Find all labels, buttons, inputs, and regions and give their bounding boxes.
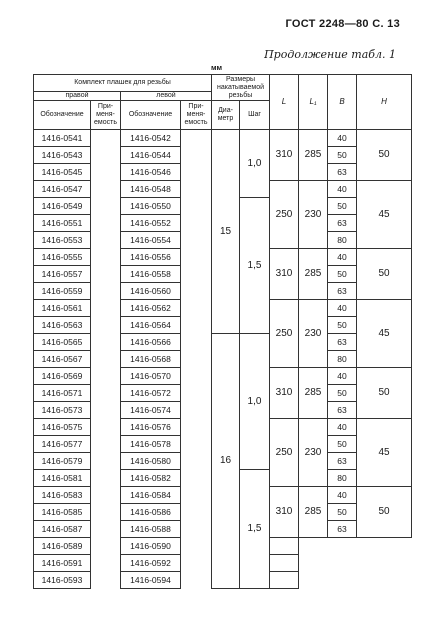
applicability-left-header: При- меня- емость bbox=[181, 101, 212, 130]
right-designation-cell: 1416-0555 bbox=[34, 249, 91, 266]
right-applicability-cell bbox=[91, 164, 121, 181]
diameter-cell: 15 bbox=[212, 130, 240, 334]
right-applicability-cell bbox=[91, 538, 121, 555]
right-applicability-cell bbox=[91, 453, 121, 470]
right-designation-cell: 1416-0545 bbox=[34, 164, 91, 181]
left-applicability-cell bbox=[181, 368, 212, 385]
left-applicability-cell bbox=[181, 181, 212, 198]
right-applicability-cell bbox=[91, 283, 121, 300]
right-designation-cell: 1416-0571 bbox=[34, 385, 91, 402]
left-designation-cell: 1416-0576 bbox=[121, 419, 181, 436]
right-applicability-cell bbox=[91, 232, 121, 249]
L1-value-cell: 285 bbox=[299, 249, 328, 300]
B-value-cell: 63 bbox=[328, 453, 357, 470]
B-value-cell bbox=[270, 555, 299, 572]
left-applicability-cell bbox=[181, 266, 212, 283]
left-designation-cell: 1416-0564 bbox=[121, 317, 181, 334]
right-designation-cell: 1416-0585 bbox=[34, 504, 91, 521]
pitch-header: Шаг bbox=[240, 101, 270, 130]
right-applicability-cell bbox=[91, 368, 121, 385]
H-value-cell: 50 bbox=[357, 368, 412, 419]
B-value-cell: 63 bbox=[328, 402, 357, 419]
col-L1-header: L₁ bbox=[299, 75, 328, 130]
H-value-cell: 50 bbox=[357, 487, 412, 538]
B-value-cell: 63 bbox=[328, 283, 357, 300]
right-applicability-cell bbox=[91, 334, 121, 351]
left-designation-cell: 1416-0552 bbox=[121, 215, 181, 232]
right-designation-cell: 1416-0557 bbox=[34, 266, 91, 283]
unit-label: мм bbox=[211, 63, 223, 72]
right-designation-cell: 1416-0579 bbox=[34, 453, 91, 470]
right-applicability-cell bbox=[91, 198, 121, 215]
left-designation-cell: 1416-0582 bbox=[121, 470, 181, 487]
left-applicability-cell bbox=[181, 317, 212, 334]
L-value-cell: 250 bbox=[270, 419, 299, 487]
right-applicability-cell bbox=[91, 147, 121, 164]
right-applicability-cell bbox=[91, 402, 121, 419]
B-value-cell: 40 bbox=[328, 487, 357, 504]
left-designation-cell: 1416-0580 bbox=[121, 453, 181, 470]
left-designation-cell: 1416-0592 bbox=[121, 555, 181, 572]
left-applicability-cell bbox=[181, 300, 212, 317]
right-applicability-cell bbox=[91, 317, 121, 334]
left-designation-cell: 1416-0568 bbox=[121, 351, 181, 368]
B-value-cell: 80 bbox=[328, 351, 357, 368]
B-value-cell bbox=[270, 538, 299, 555]
left-applicability-cell bbox=[181, 436, 212, 453]
right-applicability-cell bbox=[91, 351, 121, 368]
table-row bbox=[34, 130, 412, 147]
left-designation-cell: 1416-0558 bbox=[121, 266, 181, 283]
table-row bbox=[34, 334, 412, 351]
diameter-header: Диа- метр bbox=[212, 101, 240, 130]
left-applicability-cell bbox=[181, 402, 212, 419]
left-designation-cell: 1416-0566 bbox=[121, 334, 181, 351]
left-designation-cell: 1416-0556 bbox=[121, 249, 181, 266]
pitch-cell: 1,0 bbox=[240, 130, 270, 198]
left-designation-cell: 1416-0588 bbox=[121, 521, 181, 538]
page-header: ГОСТ 2248—80 С. 13 bbox=[285, 18, 400, 30]
left-designation-cell: 1416-0546 bbox=[121, 164, 181, 181]
left-applicability-cell bbox=[181, 198, 212, 215]
left-applicability-cell bbox=[181, 232, 212, 249]
L-value-cell: 310 bbox=[270, 249, 299, 300]
L1-value-cell: 230 bbox=[299, 300, 328, 368]
right-applicability-cell bbox=[91, 266, 121, 283]
B-value-cell: 40 bbox=[328, 249, 357, 266]
left-applicability-cell bbox=[181, 249, 212, 266]
right-designation-cell: 1416-0561 bbox=[34, 300, 91, 317]
left-applicability-cell bbox=[181, 334, 212, 351]
left-applicability-cell bbox=[181, 538, 212, 555]
col-H-header: H bbox=[357, 75, 412, 130]
right-designation-cell: 1416-0577 bbox=[34, 436, 91, 453]
B-value-cell: 40 bbox=[328, 130, 357, 147]
right-applicability-cell bbox=[91, 249, 121, 266]
L1-value-cell: 285 bbox=[299, 130, 328, 181]
B-value-cell: 40 bbox=[328, 368, 357, 385]
right-designation-cell: 1416-0563 bbox=[34, 317, 91, 334]
B-value-cell: 50 bbox=[328, 385, 357, 402]
right-applicability-cell bbox=[91, 419, 121, 436]
B-value-cell bbox=[270, 572, 299, 589]
left-designation-cell: 1416-0562 bbox=[121, 300, 181, 317]
left-applicability-cell bbox=[181, 385, 212, 402]
thread-sizes-header: Размеры накатываемой резьбы bbox=[212, 75, 270, 101]
pitch-cell: 1,5 bbox=[240, 198, 270, 334]
L1-value-cell: 230 bbox=[299, 419, 328, 487]
diameter-cell: 16 bbox=[212, 334, 240, 589]
right-designation-cell: 1416-0549 bbox=[34, 198, 91, 215]
B-value-cell: 80 bbox=[328, 232, 357, 249]
left-designation-cell: 1416-0570 bbox=[121, 368, 181, 385]
left-applicability-cell bbox=[181, 130, 212, 147]
L-value-cell: 310 bbox=[270, 487, 299, 538]
kit-header: Комплект плашек для резьбы bbox=[34, 75, 212, 92]
right-applicability-cell bbox=[91, 436, 121, 453]
H-value-cell: 50 bbox=[357, 249, 412, 300]
left-applicability-cell bbox=[181, 555, 212, 572]
right-designation-cell: 1416-0559 bbox=[34, 283, 91, 300]
B-value-cell: 63 bbox=[328, 334, 357, 351]
B-value-cell: 80 bbox=[328, 470, 357, 487]
left-applicability-cell bbox=[181, 453, 212, 470]
left-designation-cell: 1416-0574 bbox=[121, 402, 181, 419]
L-value-cell: 250 bbox=[270, 300, 299, 368]
H-value-cell: 45 bbox=[357, 419, 412, 487]
right-thread-header: правой bbox=[34, 92, 121, 101]
right-applicability-cell bbox=[91, 300, 121, 317]
B-value-cell: 63 bbox=[328, 164, 357, 181]
B-value-cell: 63 bbox=[328, 521, 357, 538]
left-applicability-cell bbox=[181, 419, 212, 436]
right-designation-cell: 1416-0569 bbox=[34, 368, 91, 385]
table-caption: Продолжение табл. 1 bbox=[264, 48, 396, 61]
right-designation-cell: 1416-0553 bbox=[34, 232, 91, 249]
designation-left-header: Обозначение bbox=[121, 101, 181, 130]
col-L-header: L bbox=[270, 75, 299, 130]
left-applicability-cell bbox=[181, 283, 212, 300]
applicability-right-header: При- меня- емость bbox=[91, 101, 121, 130]
B-value-cell: 50 bbox=[328, 436, 357, 453]
right-applicability-cell bbox=[91, 385, 121, 402]
L1-value-cell: 285 bbox=[299, 368, 328, 419]
L-value-cell: 310 bbox=[270, 368, 299, 419]
right-applicability-cell bbox=[91, 555, 121, 572]
right-designation-cell: 1416-0583 bbox=[34, 487, 91, 504]
right-designation-cell: 1416-0589 bbox=[34, 538, 91, 555]
right-applicability-cell bbox=[91, 504, 121, 521]
right-designation-cell: 1416-0573 bbox=[34, 402, 91, 419]
designation-right-header: Обозначение bbox=[34, 101, 91, 130]
spec-table bbox=[33, 74, 412, 589]
left-designation-cell: 1416-0590 bbox=[121, 538, 181, 555]
right-designation-cell: 1416-0593 bbox=[34, 572, 91, 589]
right-designation-cell: 1416-0543 bbox=[34, 147, 91, 164]
table-body bbox=[34, 130, 412, 589]
right-applicability-cell bbox=[91, 215, 121, 232]
B-value-cell: 50 bbox=[328, 317, 357, 334]
B-value-cell: 40 bbox=[328, 419, 357, 436]
left-applicability-cell bbox=[181, 164, 212, 181]
left-applicability-cell bbox=[181, 215, 212, 232]
H-value-cell: 45 bbox=[357, 300, 412, 368]
right-designation-cell: 1416-0551 bbox=[34, 215, 91, 232]
right-designation-cell: 1416-0547 bbox=[34, 181, 91, 198]
B-value-cell: 50 bbox=[328, 198, 357, 215]
right-designation-cell: 1416-0541 bbox=[34, 130, 91, 147]
H-value-cell: 50 bbox=[357, 130, 412, 181]
left-applicability-cell bbox=[181, 504, 212, 521]
right-applicability-cell bbox=[91, 130, 121, 147]
right-applicability-cell bbox=[91, 470, 121, 487]
right-designation-cell: 1416-0565 bbox=[34, 334, 91, 351]
B-value-cell: 50 bbox=[328, 266, 357, 283]
B-value-cell: 40 bbox=[328, 181, 357, 198]
right-applicability-cell bbox=[91, 181, 121, 198]
right-applicability-cell bbox=[91, 572, 121, 589]
pitch-cell: 1,5 bbox=[240, 470, 270, 589]
left-thread-header: левой bbox=[121, 92, 212, 101]
right-applicability-cell bbox=[91, 487, 121, 504]
left-designation-cell: 1416-0548 bbox=[121, 181, 181, 198]
left-designation-cell: 1416-0586 bbox=[121, 504, 181, 521]
B-value-cell: 50 bbox=[328, 147, 357, 164]
left-applicability-cell bbox=[181, 487, 212, 504]
left-designation-cell: 1416-0550 bbox=[121, 198, 181, 215]
B-value-cell: 40 bbox=[328, 300, 357, 317]
right-designation-cell: 1416-0575 bbox=[34, 419, 91, 436]
right-applicability-cell bbox=[91, 521, 121, 538]
left-designation-cell: 1416-0584 bbox=[121, 487, 181, 504]
B-value-cell: 63 bbox=[328, 215, 357, 232]
left-designation-cell: 1416-0560 bbox=[121, 283, 181, 300]
left-designation-cell: 1416-0542 bbox=[121, 130, 181, 147]
right-designation-cell: 1416-0581 bbox=[34, 470, 91, 487]
L1-value-cell: 285 bbox=[299, 487, 328, 538]
left-designation-cell: 1416-0554 bbox=[121, 232, 181, 249]
left-designation-cell: 1416-0594 bbox=[121, 572, 181, 589]
left-applicability-cell bbox=[181, 470, 212, 487]
left-applicability-cell bbox=[181, 521, 212, 538]
left-applicability-cell bbox=[181, 572, 212, 589]
L1-value-cell: 230 bbox=[299, 181, 328, 249]
left-designation-cell: 1416-0578 bbox=[121, 436, 181, 453]
L-value-cell: 250 bbox=[270, 181, 299, 249]
right-designation-cell: 1416-0587 bbox=[34, 521, 91, 538]
left-applicability-cell bbox=[181, 147, 212, 164]
col-B-header: B bbox=[328, 75, 357, 130]
pitch-cell: 1,0 bbox=[240, 334, 270, 470]
H-value-cell: 45 bbox=[357, 181, 412, 249]
left-designation-cell: 1416-0572 bbox=[121, 385, 181, 402]
B-value-cell: 50 bbox=[328, 504, 357, 521]
right-designation-cell: 1416-0567 bbox=[34, 351, 91, 368]
right-designation-cell: 1416-0591 bbox=[34, 555, 91, 572]
left-applicability-cell bbox=[181, 351, 212, 368]
L-value-cell: 310 bbox=[270, 130, 299, 181]
left-designation-cell: 1416-0544 bbox=[121, 147, 181, 164]
